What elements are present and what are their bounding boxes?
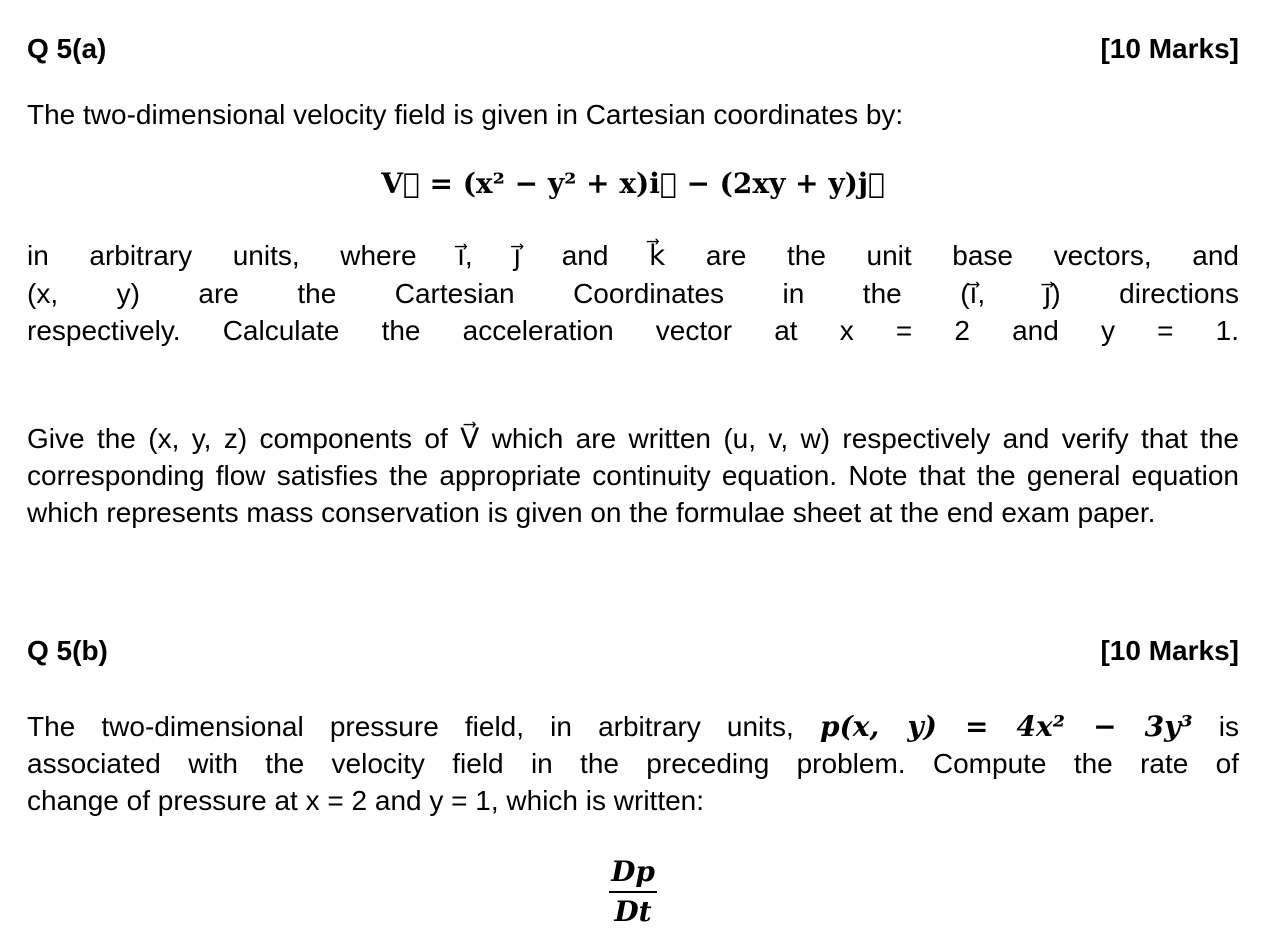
q5a-paragraph-1-line-3: respectively. Calculate the acceleration vector at x = 2 and y = 1.	[27, 315, 1239, 346]
q5b-label: Q 5(b)	[27, 635, 108, 666]
q5a-intro: The two-dimensional velocity field is given in Cartesian coordinates by:	[27, 99, 904, 130]
q5b-heading	[27, 635, 1239, 667]
fraction-numerator: Dp	[609, 855, 657, 893]
q5b-paragraph-line-3: change of pressure at x = 2 and y = 1, which is written:	[27, 785, 705, 816]
velocity-equation: V⃗ = (x² − y² + x)i⃗ − (2xy + y)j⃗	[381, 167, 885, 200]
pressure-formula: p(x, y) = 4x² − 3y³	[819, 710, 1193, 743]
q5b-line-1-text-a: The two-dimensional pressure field, in arbitrary units,	[27, 711, 794, 742]
q5b-paragraph-line-1	[27, 708, 1239, 745]
material-derivative-fraction	[27, 855, 1239, 929]
fraction	[609, 855, 657, 929]
q5a-paragraph-1-line-1: in arbitrary units, where i⃗, j⃗ and k⃗ are the unit base vectors, and	[27, 240, 1239, 271]
q5a-label: Q 5(a)	[27, 33, 107, 64]
q5b-paragraph-line-2: associated with the velocity field in the preceding problem. Compute the rate of	[27, 748, 1239, 779]
q5a-marks: [10 Marks]	[1100, 33, 1239, 64]
q5b-marks: [10 Marks]	[1100, 635, 1239, 666]
q5b-line-1-text-b: is	[1218, 711, 1240, 742]
q5a-paragraph-1-line-2: (x, y) are the Cartesian Coordinates in the (i⃗, j⃗) directions	[27, 278, 1239, 309]
fraction-denominator: Dt	[614, 895, 652, 928]
q5a-paragraph-2: Give the (x, y, z) components of V⃗ which are written (u, v, w) respectively and verify that the corresponding flow satisfies the appropriate continuity equation. Note that the general equation which represents mass conservation is given on the formulae sheet at the end exam paper.	[27, 423, 1239, 528]
q5a-heading	[27, 33, 1239, 65]
